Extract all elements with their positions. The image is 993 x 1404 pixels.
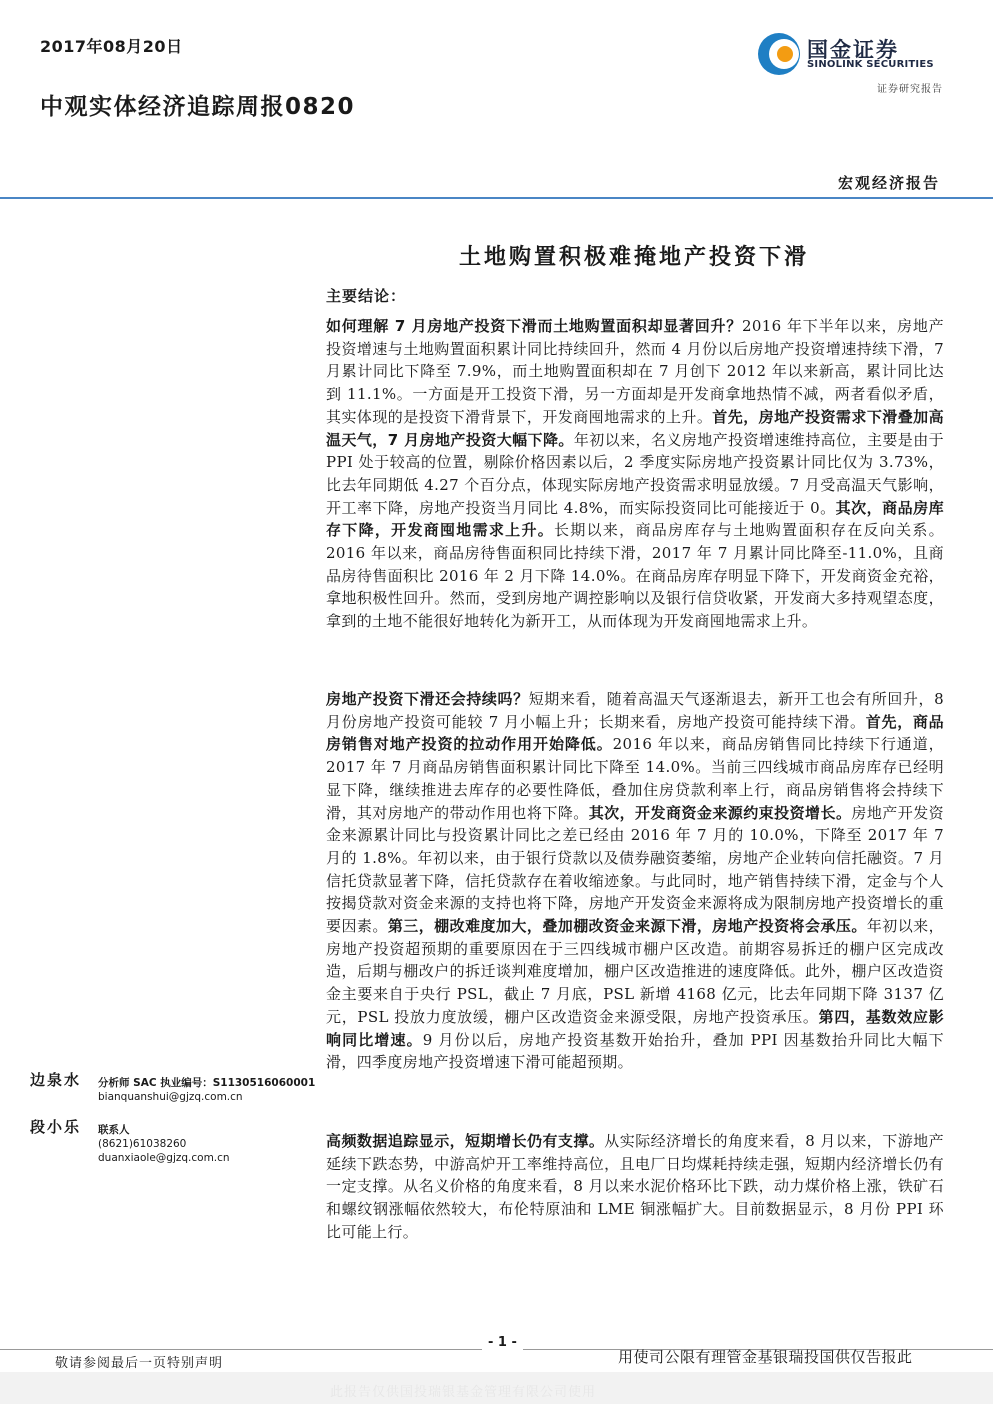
contact-role: 联系人 bbox=[98, 1124, 130, 1136]
series-title: 中观实体经济追踪周报0820 bbox=[40, 94, 356, 120]
logo-mark-icon bbox=[755, 30, 803, 78]
header-divider bbox=[0, 197, 993, 199]
report-headline: 土地购置积极难掩地产投资下滑 bbox=[458, 245, 809, 270]
bold-run: 首先，商品房销售对地产投资的拉动作用开始降低。 bbox=[326, 712, 944, 754]
text-run: 年初以来，名义房地产投资增速维持高位，主要是由于 PPI 处于较高的位置，剔除价格因素以后，2 季度实际房地产投资累计同比仅为 3.73%，比去年同期低 4.27 个百分点，体现实际房地产投资需求明显放缓。7 月受高温天气影响，开工率下降，房地产投资当月同比 4.8%，而实际投资同比可能接近于 0。 bbox=[326, 430, 944, 517]
bold-run: 第三，棚改难度加大，叠加棚改资金来源下滑，房地产投资将会承压。 bbox=[387, 917, 867, 936]
author-cert: 分析师 SAC 执业编号：S1130516060001 bbox=[98, 1077, 316, 1089]
company-logo bbox=[755, 30, 955, 80]
text-run: 9 月份以后，房地产投资基数开始抬升，叠加 PPI 因基数抬升同比大幅下滑，四季度房地产投资增速下滑可能超预期。 bbox=[326, 1030, 944, 1072]
body-paragraph-3 bbox=[326, 1130, 944, 1244]
bold-run: 如何理解 7 月房地产投资下滑而土地购置面积却显著回升？ bbox=[326, 317, 742, 335]
page-number: - 1 - bbox=[482, 1335, 523, 1350]
report-category: 证券研究报告 bbox=[877, 84, 943, 95]
usage-note: 用使司公限有理管金基银瑞投国供仅告报此 bbox=[618, 1348, 913, 1366]
contact-name: 段小乐 bbox=[30, 1118, 82, 1136]
contact-email[interactable]: duanxiaole@gjzq.com.cn bbox=[98, 1152, 230, 1164]
report-type: 宏观经济报告 bbox=[837, 174, 940, 192]
author-name: 边泉水 bbox=[30, 1071, 82, 1089]
text-run: 房地产开发资金来源累计同比与投资累计同比之差已经由 2016 年 7 月的 10.0%，下降至 2017 年 7 月的 1.8%。年初以来，由于银行贷款以及债券融资萎缩，房地产企业转向信托融资。7 月信托贷款显著下降，信托贷款存在着收缩迹象。与此同时，地产销售持续下滑，定金与个人按揭贷款对资金来源的支持也将下降，房地产开发资金来源将成为限制房地产投资增长的重要因素。 bbox=[326, 803, 945, 936]
bold-run: 高频数据追踪显示，短期增长仍有支撑。 bbox=[326, 1132, 605, 1150]
author-email[interactable]: bianquanshui@gjzq.com.cn bbox=[98, 1091, 243, 1103]
bold-run: 房地产投资下滑还会持续吗？ bbox=[326, 690, 529, 708]
summary-label: 主要结论： bbox=[326, 287, 407, 305]
text-run: 短期来看，随着高温天气逐渐退去，新开工也会有所回升，8 月份房地产投资可能较 7 月小幅上升；长期来看，房地产投资可能持续下滑。 bbox=[326, 690, 944, 731]
text-run: 2016 年以来，商品房销售同比持续下行通道，2017 年 7 月商品房销售面积累计同比下降至 14.0%。当前三四线城市商品房库存已经明显下降，继续推进去库存的必要性降低，叠加住房贷款利率上行，商品房销售将会持续下滑，其对房地产的带动作用也将下降。 bbox=[326, 735, 944, 822]
text-run: 2016 年下半年以来，房地产投资增速与土地购置面积累计同比持续回升，然而 4 月份以后房地产投资增速持续下滑，7 月累计同比下降至 7.9%，而土地购置面积却在 7 月创下 2012 年以来新高，累计同比达到 11.1%。一方面是开工投资下滑，另一方面却是开发商拿地热情不减，两者看似矛盾，其实体现的是投资下滑背景下，开发商囤地需求的上升。 bbox=[326, 317, 944, 426]
body-paragraph-1 bbox=[326, 315, 944, 633]
body-paragraph-2 bbox=[326, 688, 944, 1074]
bold-run: 第四，基数效应影响同比增速。 bbox=[326, 1007, 944, 1049]
bold-run: 首先，房地产投资需求下滑叠加高温天气，7 月房地产投资大幅下降。 bbox=[326, 407, 944, 449]
text-run: 长期以来，商品房库存与土地购置面积存在反向关系。2016 年以来，商品房待售面积同比持续下滑，2017 年 7 月累计同比降至-11.0%，且商品房待售面积比 2016 年 2 月下降 14.0%。在商品房库存明显下降下，开发商资金充裕，拿地积极性回升。然而，受到房地产调控影响以及银行信贷收紧，开发商大多持观望态度，拿到的土地不能很好地转化为新开工，从而体现为开发商囤地需求上升。 bbox=[326, 521, 944, 631]
text-run: 从实际经济增长的角度来看，8 月以来，下游地产延续下跌态势，中游高炉开工率维持高位，且电厂日均煤耗持续走强，短期内经济增长仍有一定支撑。从名义价格的角度来看，8 月以来水泥价格环比下跌，动力煤价格上涨，铁矿石和螺纹钢涨幅依然较大，布伦特原油和 LME 铜涨幅扩大。目前数据显示，8 月份 PPI 环比可能上行。 bbox=[326, 1132, 944, 1241]
logo-text-en: SINOLINK SECURITIES bbox=[807, 59, 934, 70]
logo-text-cn: 国金证券 bbox=[807, 38, 899, 62]
report-date: 2017年08月20日 bbox=[40, 37, 183, 56]
text-run: 年初以来，房地产投资超预期的重要原因在于三四线城市棚户区改造。前期容易拆迁的棚户区完成改造，后期与棚改户的拆迁谈判难度增加，棚户区改造推进的速度降低。此外，棚户区改造资金主要来自于央行 PSL，截止 7 月底，PSL 新增 4168 亿元，比去年同期下降 3137 亿元，PSL 投放力度放缓，棚户区改造资金来源受限，房地产投资承压。 bbox=[326, 917, 944, 1026]
disclaimer-note: 敬请参阅最后一页特别声明 bbox=[55, 1356, 224, 1371]
contact-phone: (8621)61038260 bbox=[98, 1138, 187, 1150]
bold-run: 其次，开发商资金来源约束投资增长。 bbox=[588, 803, 852, 822]
footer-watermark: 此报告仅供国投瑞银基金管理有限公司使用 bbox=[330, 1385, 597, 1400]
bold-run: 其次，商品房库存下降，开发商囤地需求上升。 bbox=[326, 498, 944, 540]
